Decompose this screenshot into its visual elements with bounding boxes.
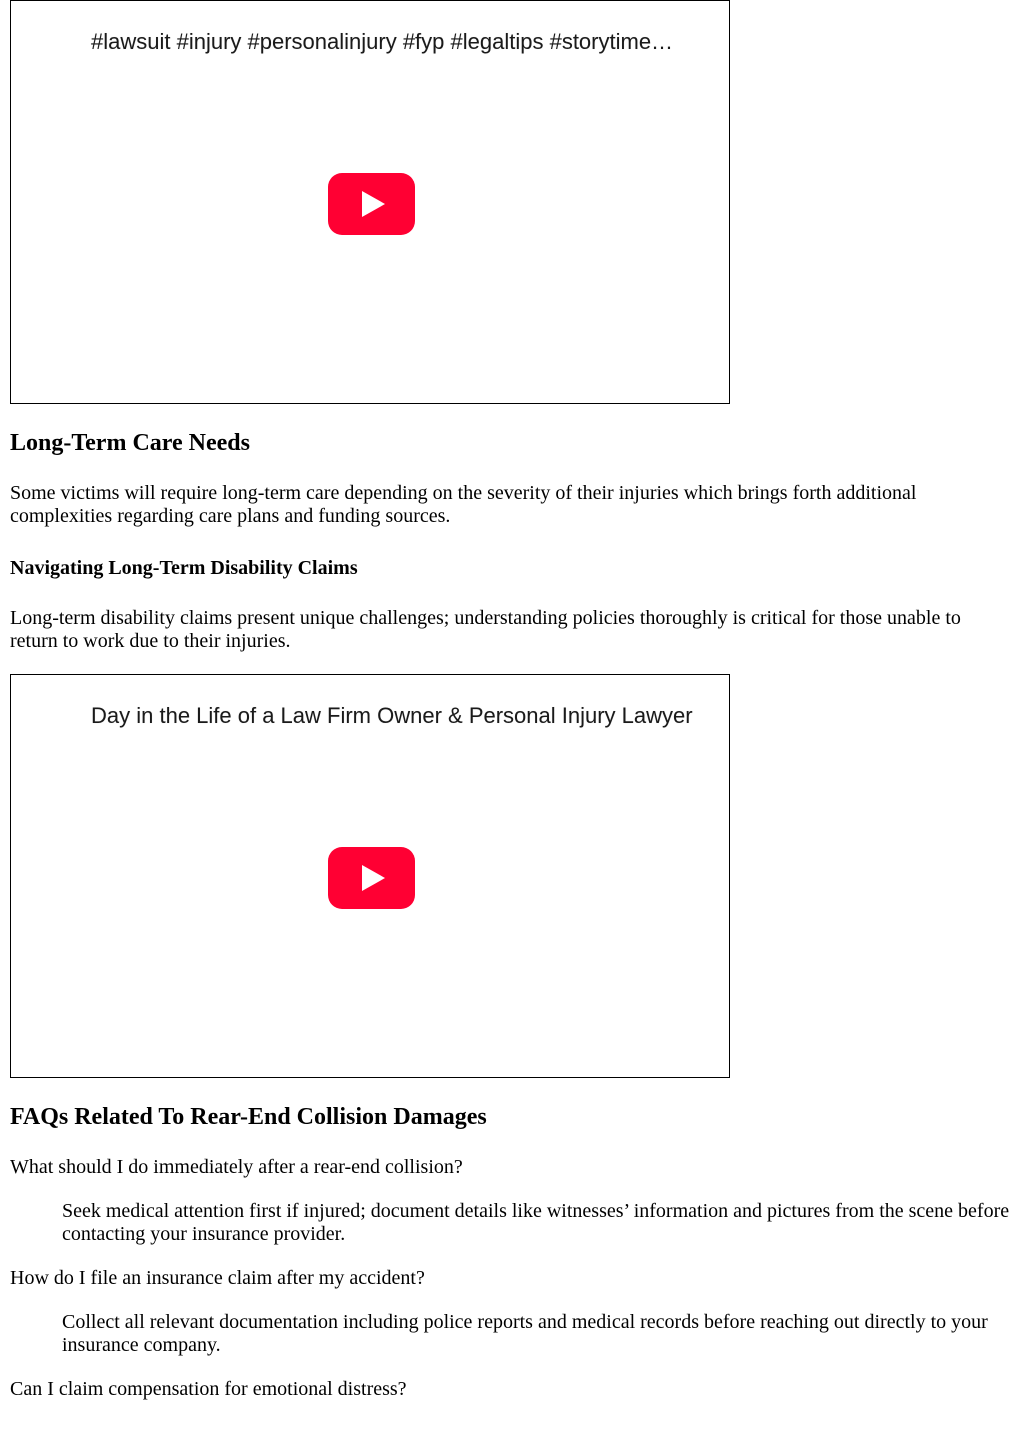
faq-answer: Seek medical attention first if injured; document details like witnesses’ information and pictures from the scene before contacting your insurance provider. — [62, 1200, 1010, 1245]
play-button[interactable] — [328, 847, 415, 909]
faq-question: What should I do immediately after a rear-end collision? — [10, 1156, 463, 1178]
faq-question: Can I claim compensation for emotional distress? — [10, 1378, 407, 1400]
video-embed-day-in-life[interactable] — [10, 674, 730, 1078]
video-title[interactable]: #lawsuit #injury #personalinjury #fyp #legaltips #storytime… — [91, 29, 674, 54]
disability-claims-paragraph: Long-term disability claims present unique challenges; understanding policies thoroughly is critical for those unable to return to work due to their injuries. — [10, 607, 961, 652]
long-term-care-paragraph: Some victims will require long-term care depending on the severity of their injuries which brings forth additional complexities regarding care plans and funding sources. — [10, 482, 917, 527]
video-title[interactable]: Day in the Life of a Law Firm Owner & Personal Injury Lawyer — [91, 703, 693, 728]
section-heading-faqs: FAQs Related To Rear-End Collision Damages — [10, 1104, 487, 1130]
faq-question: How do I file an insurance claim after my accident? — [10, 1267, 425, 1289]
subheading-disability-claims: Navigating Long-Term Disability Claims — [10, 557, 358, 579]
youtube-play-icon — [328, 173, 415, 235]
section-heading-long-term-care: Long-Term Care Needs — [10, 430, 250, 456]
faq-answer: Collect all relevant documentation including police reports and medical records before reaching out directly to your insurance company. — [62, 1311, 988, 1356]
video-embed-lawsuit[interactable] — [10, 0, 730, 404]
youtube-play-icon — [328, 847, 415, 909]
play-button[interactable] — [328, 173, 415, 235]
